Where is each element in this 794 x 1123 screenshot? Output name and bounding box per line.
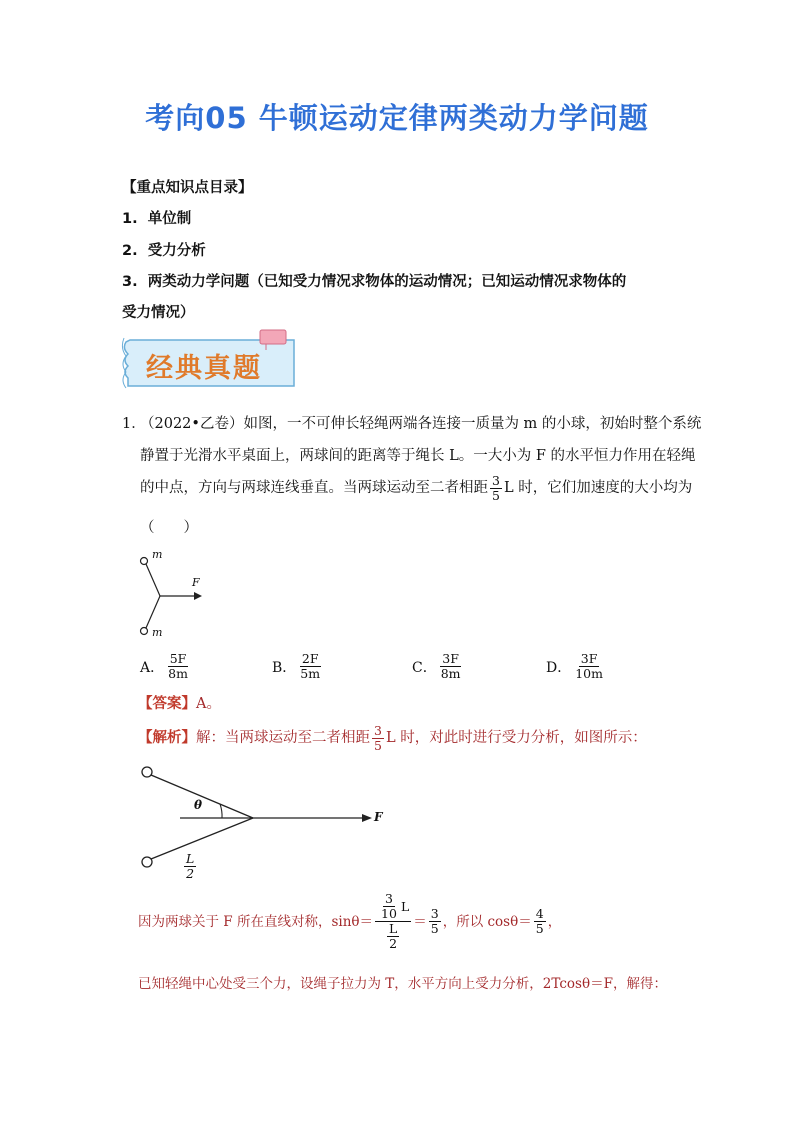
- question-text: 的中点，方向与两球连线垂直。当两球运动至二者相距: [140, 480, 488, 496]
- analysis-text: L 时，对此时进行受力分析，如图所示：: [385, 730, 647, 746]
- frac-den: 5: [535, 921, 544, 936]
- fraction: [166, 652, 190, 681]
- toc-item-2: [122, 239, 206, 260]
- answer-line: [138, 688, 221, 720]
- analysis-figure: [136, 762, 396, 890]
- equals-sign: ＝: [413, 913, 427, 930]
- option-label: A．: [140, 659, 165, 676]
- toc-item-1: [122, 207, 191, 228]
- half-length-label: [182, 852, 198, 881]
- force-label: F: [192, 576, 200, 589]
- analysis-text: 解：当两球运动至二者相距: [196, 730, 370, 746]
- frac-den: 2: [186, 866, 195, 881]
- banner-text: 经典真题: [146, 353, 262, 384]
- page-title: 考向05 牛顿运动定律两类动力学问题: [145, 101, 649, 135]
- option-b: [272, 652, 324, 681]
- force-analysis-diagram-icon: [136, 762, 396, 890]
- frac-num: 3: [492, 472, 500, 488]
- option-c: [412, 652, 465, 681]
- toc-item-3: [122, 270, 626, 291]
- question-line-2: 静置于光滑水平桌面上，两球间的距离等于绳长 L。一大小为 F 的水平恒力作用在轻绳: [140, 448, 696, 464]
- frac-den: 8m: [168, 666, 188, 681]
- option-a: [140, 652, 192, 681]
- frac-unit: L: [400, 898, 410, 914]
- option-label: D．: [546, 659, 572, 676]
- fraction: [439, 652, 463, 681]
- toc-item-text: 两类动力学问题（已知受力情况求物体的运动情况；已知运动情况求物体的: [147, 274, 627, 290]
- frac-num: 4: [535, 906, 544, 921]
- option-d: [546, 652, 607, 681]
- analysis-line-2: [138, 892, 561, 951]
- frac-num: 2F: [301, 651, 319, 666]
- question-number: 1．: [122, 416, 146, 432]
- analysis-tag: 【解析】: [138, 729, 196, 746]
- fraction: [298, 652, 322, 681]
- mass-label-bottom: m: [152, 626, 163, 639]
- mass-label-top: m: [152, 548, 163, 561]
- frac-num: [375, 892, 411, 922]
- analysis-text: ，所以 cosθ＝: [442, 913, 532, 930]
- frac-num: 3: [385, 891, 393, 906]
- frac-den: 5m: [300, 666, 321, 681]
- toc-item-number: 3.: [122, 274, 138, 290]
- fraction: [372, 724, 384, 753]
- toc-item-number: 1.: [122, 211, 138, 227]
- frac-den: 5: [430, 921, 439, 936]
- frac-num: 3: [430, 906, 439, 921]
- analysis-line-1: [138, 722, 647, 754]
- fraction: [534, 907, 546, 936]
- option-label: C．: [412, 659, 437, 676]
- frac-den: [383, 922, 403, 951]
- toc-heading: 【重点知识点目录】: [122, 180, 253, 196]
- rope-diagram-icon: [136, 548, 226, 644]
- analysis-line-3: 已知轻绳中心处受三个力，设绳子拉力为 T，水平方向上受力分析，2Tcosθ＝F，解得：: [138, 976, 667, 992]
- frac-num: L: [186, 851, 195, 866]
- frac-den: 5: [492, 487, 500, 503]
- answer-text: A。: [196, 696, 221, 712]
- fraction: [490, 474, 502, 503]
- frac-den: 8m: [440, 666, 461, 681]
- fraction: [429, 907, 441, 936]
- frac-den: 10m: [575, 666, 603, 681]
- toc-item-3-cont: 受力情况）: [122, 305, 195, 321]
- answer-tag: 【答案】: [138, 695, 196, 712]
- toc-item-text: 受力分析: [147, 243, 206, 259]
- question-line-1: （2022•乙卷）如图，一不可伸长轻绳两端各连接一质量为 m 的小球，初始时整个系统: [140, 416, 702, 432]
- frac-den: 2: [389, 936, 398, 951]
- fraction: [573, 652, 605, 681]
- fraction: [387, 922, 399, 951]
- section-banner: [118, 328, 302, 392]
- frac-num: 5F: [169, 651, 187, 666]
- question-figure: [136, 548, 226, 644]
- theta-label: θ: [194, 798, 203, 812]
- analysis-text: 因为两球关于 F 所在直线对称，sinθ＝: [138, 913, 374, 930]
- analysis-text: ，: [547, 913, 562, 930]
- frac-num: L: [388, 921, 398, 936]
- toc-item-text: 单位制: [147, 211, 192, 227]
- question-text: L 时，它们加速度的大小均为: [503, 480, 693, 496]
- question-line-3: [140, 472, 692, 504]
- fraction: [184, 852, 196, 881]
- toc-item-number: 2.: [122, 243, 138, 259]
- frac-num: 3: [374, 722, 382, 738]
- frac-den: 10: [381, 906, 397, 921]
- frac-num: 3F: [442, 651, 459, 666]
- option-label: B．: [272, 659, 297, 676]
- force-label: F: [374, 810, 383, 824]
- frac-den: 5: [374, 737, 382, 753]
- fraction: [379, 892, 399, 921]
- compound-fraction: [375, 892, 411, 951]
- frac-num: 3F: [580, 651, 598, 666]
- answer-blank: （ ）: [140, 520, 198, 536]
